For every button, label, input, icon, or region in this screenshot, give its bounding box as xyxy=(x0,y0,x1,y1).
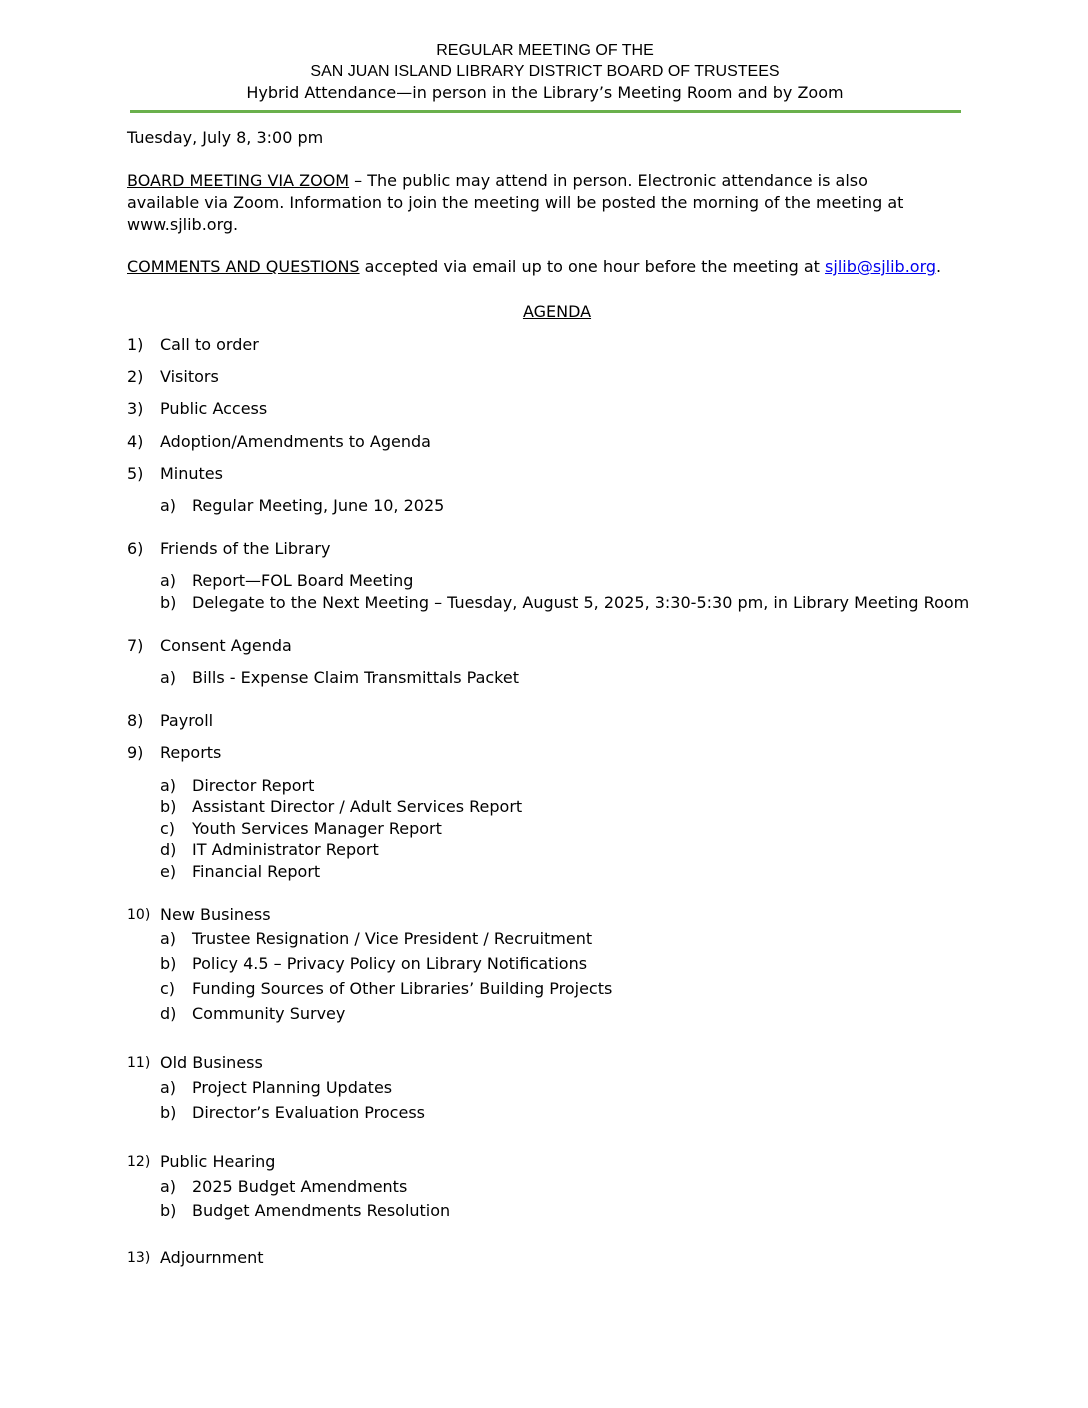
agenda-item-number: 1) xyxy=(127,335,144,354)
agenda-item-number: 12) xyxy=(127,1154,151,1170)
agenda-item-number: 3) xyxy=(127,399,144,418)
comments-notice xyxy=(127,256,957,278)
agenda-subitem-letter: a) xyxy=(160,1177,177,1196)
agenda-item-label: Consent Agenda xyxy=(160,636,292,655)
agenda-item-label: Old Business xyxy=(160,1053,263,1072)
agenda-subitem-letter: b) xyxy=(160,593,177,612)
header-divider xyxy=(130,110,961,113)
agenda-subitem-letter: a) xyxy=(160,496,177,515)
agenda-subitem-label: Funding Sources of Other Libraries’ Building Projects xyxy=(192,979,613,998)
agenda-item-number: 6) xyxy=(127,539,144,558)
agenda-subitem-letter: c) xyxy=(160,819,176,838)
header-line-2: SAN JUAN ISLAND LIBRARY DISTRICT BOARD OF TRUSTEES xyxy=(310,63,780,80)
agenda-item-number: 2) xyxy=(127,367,144,386)
agenda-subitem-label: Trustee Resignation / Vice President / Recruitment xyxy=(192,929,593,948)
agenda-subitem-letter: b) xyxy=(160,797,177,816)
agenda-subitem-letter: a) xyxy=(160,776,177,795)
agenda-item-label: Payroll xyxy=(160,711,214,730)
header-line-3: Hybrid Attendance—in person in the Library’s Meeting Room and by Zoom xyxy=(246,83,844,102)
agenda-subitem-label: Director’s Evaluation Process xyxy=(192,1103,425,1122)
agenda-subitem-label: 2025 Budget Amendments xyxy=(192,1177,408,1196)
agenda-item-label: Adjournment xyxy=(160,1248,264,1267)
agenda-subitem-label: Report—FOL Board Meeting xyxy=(192,571,414,590)
agenda-subitem-label: Delegate to the Next Meeting – Tuesday, August 5, 2025, 3:30-5:30 pm, in Library Meeting Room xyxy=(192,593,970,612)
agenda-item-label: Public Access xyxy=(160,399,268,418)
agenda-item-label: Minutes xyxy=(160,464,223,483)
agenda-subitem-label: Director Report xyxy=(192,776,315,795)
meeting-date: Tuesday, July 8, 3:00 pm xyxy=(127,128,324,147)
zoom-notice-line-2: available via Zoom. Information to join the meeting will be posted the morning of the meeting at xyxy=(127,193,904,212)
agenda-subitem-letter: a) xyxy=(160,571,177,590)
agenda-title xyxy=(127,301,987,323)
agenda-subitem-label: Youth Services Manager Report xyxy=(192,819,442,838)
agenda-item-number: 8) xyxy=(127,711,144,730)
agenda-subitem-label: Community Survey xyxy=(192,1004,346,1023)
zoom-notice-line-3: www.sjlib.org. xyxy=(127,215,239,234)
agenda-subitem-label: Bills - Expense Claim Transmittals Packet xyxy=(192,668,519,687)
agenda-item-label: Call to order xyxy=(160,335,259,354)
agenda-subitem-letter: a) xyxy=(160,1078,177,1097)
agenda-item-label: Adoption/Amendments to Agenda xyxy=(160,432,431,451)
agenda-subitem-label: Regular Meeting, June 10, 2025 xyxy=(192,496,445,515)
agenda-subitem-letter: b) xyxy=(160,1103,177,1122)
agenda-item-label: Public Hearing xyxy=(160,1152,276,1171)
comments-text: accepted via email up to one hour before the meeting at xyxy=(359,257,826,276)
agenda-subitem-letter: a) xyxy=(160,668,177,687)
header-line-1: REGULAR MEETING OF THE xyxy=(436,42,654,59)
agenda-subitem-label: Financial Report xyxy=(192,862,321,881)
agenda-subitem-label: Project Planning Updates xyxy=(192,1078,393,1097)
agenda-subitem-letter: e) xyxy=(160,862,177,881)
agenda-item-number: 11) xyxy=(127,1055,151,1071)
agenda-subitem-label: IT Administrator Report xyxy=(192,840,379,859)
agenda-item-number: 9) xyxy=(127,743,144,762)
comments-end: . xyxy=(936,257,942,276)
agenda-item-number: 10) xyxy=(127,907,151,923)
agenda-item-label: Reports xyxy=(160,743,222,762)
agenda-subitem-letter: b) xyxy=(160,954,177,973)
email-link[interactable]: sjlib@sjlib.org xyxy=(825,257,937,276)
agenda-subitem-letter: c) xyxy=(160,979,176,998)
zoom-notice-heading: BOARD MEETING VIA ZOOM xyxy=(127,171,350,190)
agenda-subitem-letter: b) xyxy=(160,1201,177,1220)
agenda-item-label: Friends of the Library xyxy=(160,539,331,558)
document-header xyxy=(130,40,960,104)
agenda-subitem-label: Assistant Director / Adult Services Report xyxy=(192,797,523,816)
agenda-subitem-label: Policy 4.5 – Privacy Policy on Library Notifications xyxy=(192,954,588,973)
agenda-item-number: 5) xyxy=(127,464,144,483)
agenda-item-number: 7) xyxy=(127,636,144,655)
agenda-subitem-letter: d) xyxy=(160,840,177,859)
agenda-subitem-label: Budget Amendments Resolution xyxy=(192,1201,451,1220)
agenda-subitem-letter: d) xyxy=(160,1004,177,1023)
agenda-item-number: 13) xyxy=(127,1250,151,1266)
comments-heading: COMMENTS AND QUESTIONS xyxy=(127,257,360,276)
agenda-subitem-letter: a) xyxy=(160,929,177,948)
zoom-notice-line-1: – The public may attend in person. Electronic attendance is also xyxy=(349,171,868,190)
agenda-item-number: 4) xyxy=(127,432,144,451)
zoom-notice xyxy=(127,170,957,236)
agenda-title-text: AGENDA xyxy=(522,302,592,321)
agenda-item-label: Visitors xyxy=(160,367,219,386)
agenda-item-label: New Business xyxy=(160,905,271,924)
